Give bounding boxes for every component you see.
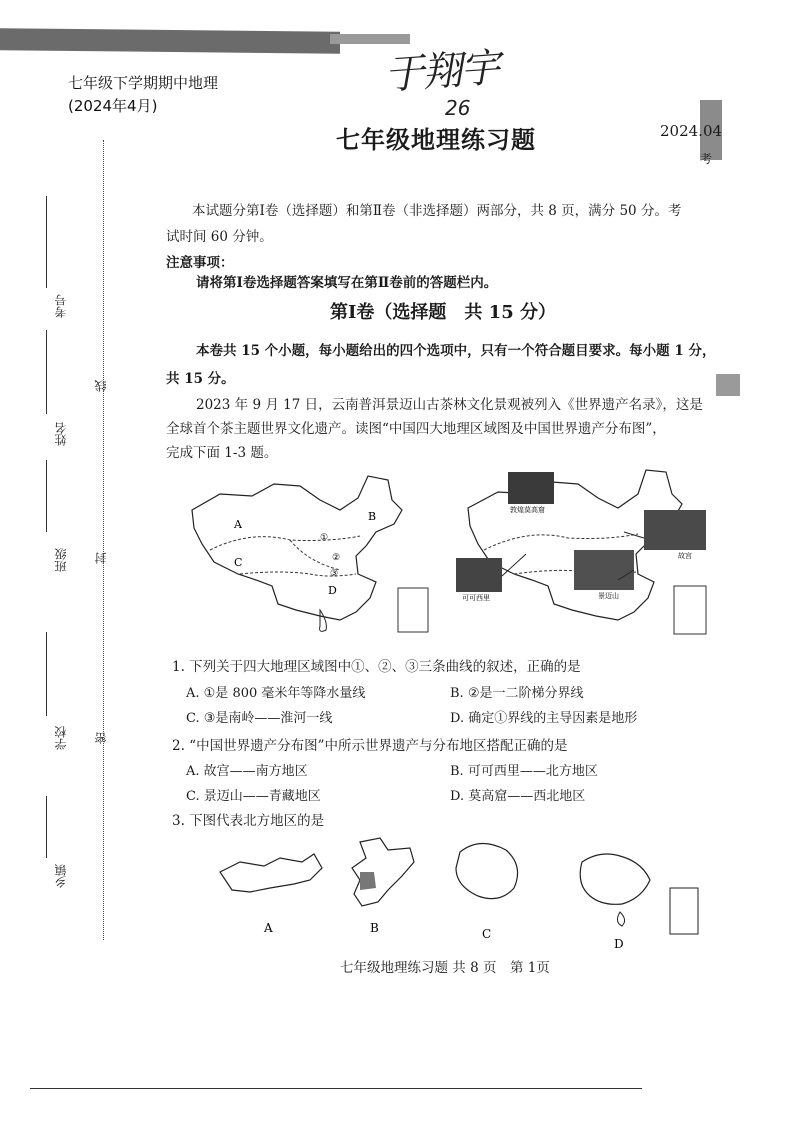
question-2-option-a: A. 故宫——南方地区 bbox=[186, 764, 308, 779]
xingming-label: 姓名 bbox=[54, 422, 68, 446]
context-line-1: 2023 年 9 月 17 日，云南普洱景迈山古茶林文化景观被列入《世界遗产名录》，这是 bbox=[196, 397, 703, 413]
map-label-d: D bbox=[328, 584, 337, 597]
image-label-b: B bbox=[370, 921, 379, 935]
question-1-option-a: A. ①是 800 毫米年等降水量线 bbox=[186, 686, 366, 701]
map-label-a: A bbox=[234, 518, 242, 531]
notice-label: 注意事项： bbox=[166, 255, 234, 271]
context-line-2: 全球首个茶主题世界文化遗产。读图“中国四大地理区域图及中国世界遗产分布图”， bbox=[166, 421, 666, 437]
image-label-c: C bbox=[482, 927, 492, 941]
region-outline-images bbox=[210, 832, 720, 952]
question-2-option-d: D. 莫高窟——西北地区 bbox=[450, 789, 586, 804]
section-desc-2: 共 15 分。 bbox=[166, 371, 235, 387]
notice-text: 请将第Ⅰ卷选择题答案填写在第Ⅱ卷前的答题栏内。 bbox=[196, 275, 498, 291]
question-2-option-b: B. 可可西里——北方地区 bbox=[450, 764, 598, 779]
question-2-stem: 2. “中国世界遗产分布图”中所示世界遗产与分布地区搭配正确的是 bbox=[172, 738, 568, 754]
seal-xian: 线 bbox=[94, 380, 108, 392]
photo-kekexili bbox=[456, 558, 502, 592]
map-label-b: B bbox=[368, 510, 377, 523]
photo-caption-gugong: 故宫 bbox=[678, 552, 692, 560]
scan-shadow-band bbox=[0, 28, 340, 54]
regions-map bbox=[180, 470, 442, 642]
question-1-option-b: B. ②是一二阶梯分界线 bbox=[450, 686, 584, 701]
handwritten-note: 26 bbox=[445, 96, 471, 120]
photo-caption-kekexili: 可可西里 bbox=[462, 594, 490, 602]
map-label-curve-3: ③ bbox=[330, 569, 339, 579]
photo-mogao bbox=[508, 472, 554, 504]
section-desc-1: 本卷共 15 个小题，每小题给出的四个选项中，只有一个符合题目要求。每小题 1 分， bbox=[196, 343, 716, 359]
xiangzhen-blank bbox=[46, 796, 47, 858]
map-label-c: C bbox=[234, 556, 243, 569]
photo-caption-mogao: 敦煌莫高窟 bbox=[510, 506, 545, 514]
page-footer: 七年级地理练习题 共 8 页 第 1页 bbox=[340, 960, 550, 976]
exam-label bbox=[68, 72, 218, 118]
section-title: 第Ⅰ卷（选择题 共 15 分） bbox=[330, 302, 557, 323]
intro-line-2: 试时间 60 分钟。 bbox=[166, 229, 273, 245]
binding-dotted-line bbox=[103, 140, 104, 940]
question-1-stem: 1. 下列关于四大地理区域图中①、②、③三条曲线的叙述，正确的是 bbox=[172, 659, 581, 675]
heritage-map bbox=[448, 458, 718, 646]
photo-caption-jingmai: 景迈山 bbox=[598, 592, 619, 600]
xingming-blank bbox=[46, 330, 47, 414]
xiangzhen-label: 乡镇 bbox=[54, 864, 68, 888]
page-title: 七年级地理练习题 bbox=[336, 125, 536, 154]
question-1-option-c: C. ③是南岭——淮河一线 bbox=[186, 711, 333, 726]
exam-date: 2024.04 bbox=[660, 122, 723, 140]
seal-feng: 封 bbox=[94, 552, 108, 564]
scan-edge-tab bbox=[716, 374, 740, 396]
map-label-curve-1: ① bbox=[320, 533, 329, 543]
banji-blank bbox=[46, 460, 47, 532]
image-label-a: A bbox=[264, 921, 273, 935]
kaohao-blank bbox=[46, 196, 47, 288]
exam-label-line1: 七年级下学期期中地理 bbox=[68, 74, 219, 92]
edge-char: 考 bbox=[700, 152, 713, 166]
question-3-stem: 3. 下图代表北方地区的是 bbox=[172, 813, 325, 829]
intro-line-1: 本试题分第Ⅰ卷（选择题）和第Ⅱ卷（非选择题）两部分，共 8 页，满分 50 分。考 bbox=[192, 203, 682, 219]
map-label-curve-2: ② bbox=[332, 553, 341, 563]
photo-jingmai bbox=[574, 550, 634, 590]
image-label-d: D bbox=[614, 937, 624, 951]
banji-label: 班级 bbox=[54, 548, 68, 572]
handwritten-signature: 于翔宇 bbox=[382, 45, 500, 99]
seal-mi: 密 bbox=[94, 732, 108, 744]
question-1-option-d: D. 确定①界线的主导因素是地形 bbox=[450, 711, 638, 726]
scan-bottom-line bbox=[30, 1088, 642, 1089]
context-line-3: 完成下面 1-3 题。 bbox=[166, 445, 278, 461]
xuexiao-blank bbox=[46, 632, 47, 716]
xuexiao-label: 学校 bbox=[54, 726, 68, 750]
exam-label-line2: (2024年4月) bbox=[68, 97, 158, 115]
photo-gugong bbox=[644, 510, 706, 550]
kaohao-label: 考号 bbox=[54, 294, 68, 318]
question-2-option-c: C. 景迈山——青藏地区 bbox=[186, 789, 321, 804]
